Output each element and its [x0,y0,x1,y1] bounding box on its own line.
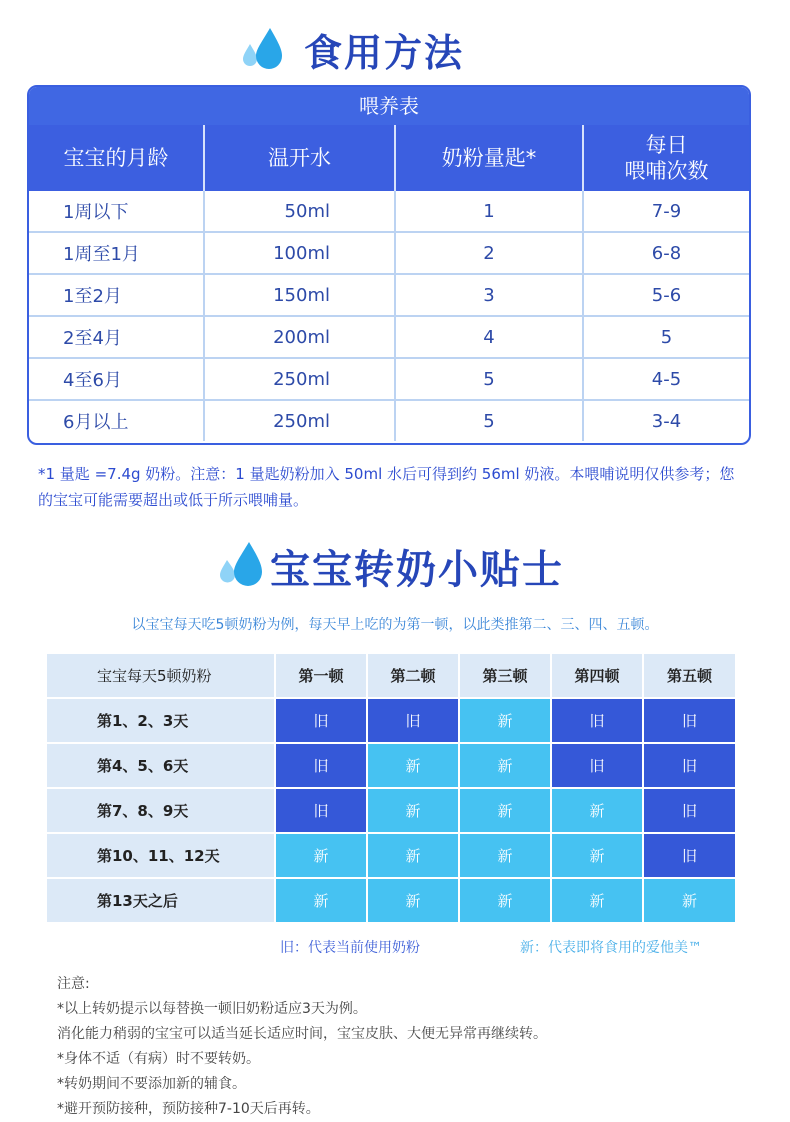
old-formula-cell: 旧 [644,744,735,787]
feeding-cell: 1至2月 [29,274,204,316]
old-formula-cell: 旧 [644,789,735,832]
feeding-table [27,85,751,445]
note-line: 注意: [57,976,90,992]
feeding-cell: 200ml [204,316,395,358]
feeding-header-cell: 每日 喂哺次数 [583,125,749,191]
feeding-cell: 1周至1月 [29,232,204,274]
notes-block [57,972,547,1122]
feeding-row [29,232,749,274]
note-line: *避开预防接种，预防接种7-10天后再转。 [57,1101,320,1117]
feeding-row [29,316,749,358]
switch-row-label: 第1、2、3天 [47,699,274,742]
legend-old: 旧：代表当前使用奶粉 [280,940,420,956]
feeding-row [29,191,749,232]
feeding-cell: 5-6 [583,274,749,316]
old-formula-cell: 旧 [276,789,366,832]
feeding-cell: 150ml [204,274,395,316]
feeding-cell: 2 [395,232,583,274]
note-line: 消化能力稍弱的宝宝可以适当延长适应时间，宝宝皮肤、大便无异常再继续转。 [57,1026,547,1042]
feeding-row [29,274,749,316]
feeding-row [29,358,749,400]
legend-new: 新：代表即将食用的爱他美™ [520,940,702,956]
new-formula-cell: 新 [368,744,458,787]
feeding-header-cell: 温开水 [204,125,395,191]
feeding-cell: 4 [395,316,583,358]
switch-header-meal: 第四顿 [552,654,642,697]
feeding-cell: 6月以上 [29,400,204,441]
switch-header-meal: 第一顿 [276,654,366,697]
new-formula-cell: 新 [460,879,550,922]
feeding-cell: 1周以下 [29,191,204,232]
new-formula-cell: 新 [460,834,550,877]
switch-row-label: 第13天之后 [47,879,274,922]
new-formula-cell: 新 [368,789,458,832]
switch-row-label: 第10、11、12天 [47,834,274,877]
feeding-cell: 2至4月 [29,316,204,358]
water-drops-icon [240,26,288,70]
note-line: *转奶期间不要添加新的辅食。 [57,1076,246,1092]
switch-header-meal: 第五顿 [644,654,735,697]
feeding-footnote: *1 量匙 =7.4g 奶粉。注意：1 量匙奶粉加入 50ml 水后可得到约 56ml 奶液。本喂哺说明仅供参考；您的宝宝可能需要超出或低于所示喂哺量。 [38,465,735,509]
new-formula-cell: 新 [552,879,642,922]
old-formula-cell: 旧 [644,834,735,877]
feeding-cell: 7-9 [651,200,682,222]
feeding-cell: 4至6月 [29,358,204,400]
feeding-cell: 3-4 [583,400,749,441]
new-formula-cell: 新 [552,834,642,877]
old-formula-cell: 旧 [368,699,458,742]
old-formula-cell: 旧 [552,744,642,787]
new-formula-cell: 新 [368,834,458,877]
feeding-cell: 6-8 [583,232,749,274]
section-title-switch-tips: 宝宝转奶小贴士 [270,547,564,593]
switch-row-label: 第4、5、6天 [47,744,274,787]
feeding-table-caption: 喂养表 [29,87,749,125]
feeding-cell: 5 [395,358,583,400]
old-formula-cell: 旧 [276,744,366,787]
section-title-usage: 食用方法 [304,31,465,75]
feeding-cell: 1 [395,191,583,232]
formula-switch-table [47,654,735,922]
feeding-cell: 100ml [204,232,395,274]
new-formula-cell: 新 [460,744,550,787]
switch-header-meal: 第二顿 [368,654,458,697]
feeding-row [29,400,749,441]
new-formula-cell: 新 [460,699,550,742]
feeding-cell: 4-5 [583,358,749,400]
old-formula-cell: 旧 [276,699,366,742]
feeding-header-cell: 奶粉量匙* [395,125,583,191]
switch-row-label: 第7、8、9天 [47,789,274,832]
feeding-cell: 5 [583,316,749,358]
new-formula-cell: 新 [644,879,735,922]
note-line: *以上转奶提示以每替换一顿旧奶粉适应3天为例。 [57,1001,367,1017]
new-formula-cell: 新 [276,879,366,922]
switch-intro-text: 以宝宝每天吃5顿奶粉为例，每天早上吃的为第一顿，以此类推第二、三、四、五顿。 [131,617,659,633]
switch-header-meal: 第三顿 [460,654,550,697]
old-formula-cell: 旧 [552,699,642,742]
water-drops-icon [216,540,268,586]
new-formula-cell: 新 [552,789,642,832]
new-formula-cell: 新 [276,834,366,877]
feeding-header-cell: 宝宝的月龄 [29,125,204,191]
feeding-cell: 50ml [204,191,395,232]
feeding-cell: 250ml [204,358,395,400]
new-formula-cell: 新 [460,789,550,832]
note-line: *身体不适（有病）时不要转奶。 [57,1051,260,1067]
switch-header-label: 宝宝每天5顿奶粉 [47,654,274,697]
old-formula-cell: 旧 [644,699,735,742]
feeding-cell: 250ml [204,400,395,441]
feeding-cell: 5 [395,400,583,441]
new-formula-cell: 新 [368,879,458,922]
feeding-cell: 3 [395,274,583,316]
